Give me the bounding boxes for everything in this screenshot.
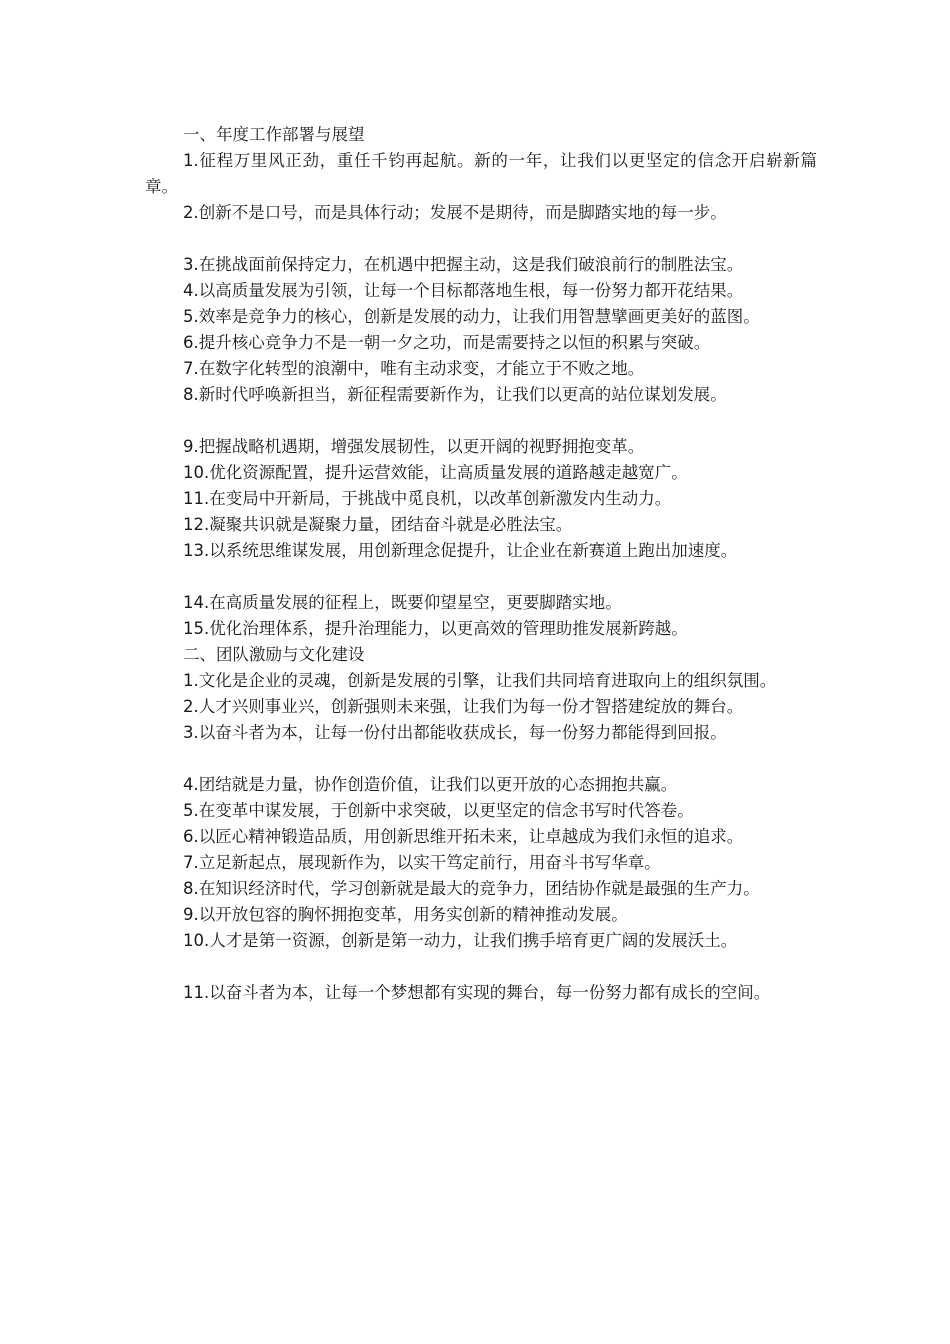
list-item: 1.征程万里风正劲，重任千钧再起航。新的一年，让我们以更坚定的信念开启崭新篇章。 bbox=[145, 151, 817, 196]
list-item: 12.凝聚共识就是凝聚力量，团结奋斗就是必胜法宝。 bbox=[183, 515, 573, 534]
list-item: 3.在挑战面前保持定力，在机遇中把握主动，这是我们破浪前行的制胜法宝。 bbox=[183, 255, 744, 274]
list-item: 13.以系统思维谋发展，用创新理念促提升，让企业在新赛道上跑出加速度。 bbox=[183, 541, 738, 560]
list-item: 8.在知识经济时代，学习创新就是最大的竞争力，团结协作就是最强的生产力。 bbox=[183, 879, 760, 898]
list-item: 4.以高质量发展为引领，让每一个目标都落地生根，每一份努力都开花结果。 bbox=[183, 281, 744, 300]
list-item: 2.人才兴则事业兴，创新强则未来强，让我们为每一份才智搭建绽放的舞台。 bbox=[183, 697, 744, 716]
list-item: 10.优化资源配置，提升运营效能，让高质量发展的道路越走越宽广。 bbox=[183, 463, 688, 482]
list-item: 7.立足新起点，展现新作为，以实干笃定前行，用奋斗书写华章。 bbox=[183, 853, 661, 872]
list-item: 9.以开放包容的胸怀拥抱变革，用务实创新的精神推动发展。 bbox=[183, 905, 628, 924]
list-item: 6.提升核心竞争力不是一朝一夕之功，而是需要持之以恒的积累与突破。 bbox=[183, 333, 711, 352]
list-item: 9.把握战略机遇期，增强发展韧性，以更开阔的视野拥抱变革。 bbox=[183, 437, 645, 456]
list-item: 10.人才是第一资源，创新是第一动力，让我们携手培育更广阔的发展沃土。 bbox=[183, 931, 738, 950]
list-item: 6.以匠心精神锻造品质，用创新思维开拓未来，让卓越成为我们永恒的追求。 bbox=[183, 827, 744, 846]
list-item: 5.在变革中谋发展，于创新中求突破，以更坚定的信念书写时代答卷。 bbox=[183, 801, 694, 820]
list-item: 14.在高质量发展的征程上，既要仰望星空，更要脚踏实地。 bbox=[183, 593, 622, 612]
list-item: 4.团结就是力量，协作创造价值，让我们以更开放的心态拥抱共赢。 bbox=[183, 775, 678, 794]
list-item: 11.以奋斗者为本，让每一个梦想都有实现的舞台，每一份努力都有成长的空间。 bbox=[183, 983, 771, 1002]
list-item: 7.在数字化转型的浪潮中，唯有主动求变，才能立于不败之地。 bbox=[183, 359, 645, 378]
list-item: 11.在变局中开新局，于挑战中觅良机，以改革创新激发内生动力。 bbox=[183, 489, 672, 508]
list-item: 15.优化治理体系，提升治理能力，以更高效的管理助推发展新跨越。 bbox=[183, 619, 688, 638]
list-item: 2.创新不是口号，而是具体行动；发展不是期待，而是脚踏实地的每一步。 bbox=[183, 203, 727, 222]
section-heading: 二、团队激励与文化建设 bbox=[183, 645, 365, 664]
list-item: 1.文化是企业的灵魂，创新是发展的引擎，让我们共同培育进取向上的组织氛围。 bbox=[183, 671, 777, 690]
section-heading: 一、年度工作部署与展望 bbox=[183, 125, 365, 144]
list-item: 3.以奋斗者为本，让每一份付出都能收获成长，每一份努力都能得到回报。 bbox=[183, 723, 727, 742]
document-page bbox=[145, 122, 817, 1006]
list-item: 8.新时代呼唤新担当，新征程需要新作为，让我们以更高的站位谋划发展。 bbox=[183, 385, 727, 404]
list-item: 5.效率是竞争力的核心，创新是发展的动力，让我们用智慧擘画更美好的蓝图。 bbox=[183, 307, 760, 326]
